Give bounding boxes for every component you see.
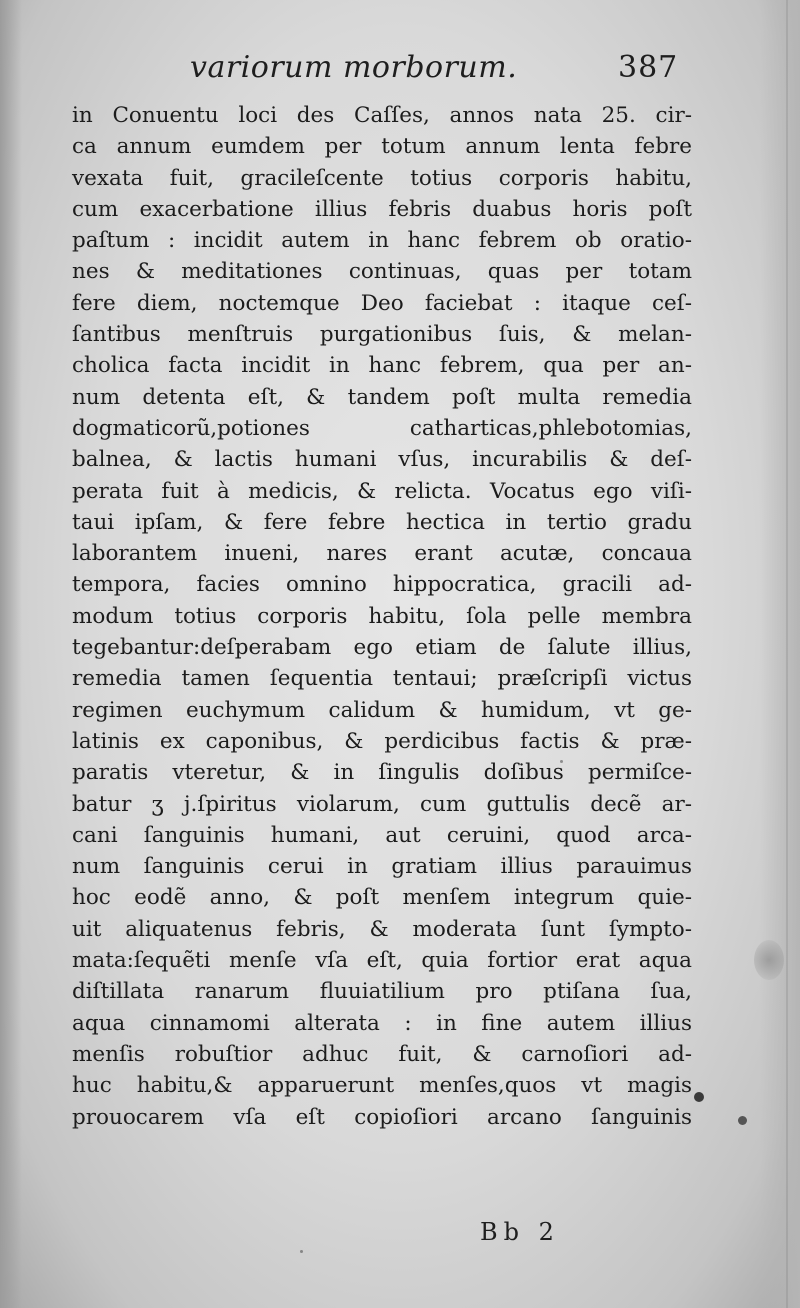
text-line: num ſanguinis cerui in gratiam illius parauimus [72, 854, 692, 880]
page-shadow-left [0, 0, 22, 1308]
page-shadow-right [760, 0, 800, 1308]
text-line: mata:ſequẽti menſe vſa eſt, quia fortior erat aqua [72, 948, 692, 974]
text-line: nes & meditationes continuas, quas per totam [72, 259, 692, 285]
margin-dot [738, 1116, 747, 1125]
text-line: ſantibus menſtruis purgationibus ſuis, & melan- [72, 322, 692, 348]
text-line: in Conuentu loci des Caſſes, annos nata 25. cir- [72, 103, 692, 128]
text-line: remedia tamen ſequentia tentaui; præſcripſi victus [72, 666, 692, 692]
text-line: cum exacerbatione illius febris duabus horis poſt [72, 196, 692, 222]
text-line: balnea, & lactis humani vſus, incurabilis & deſ- [72, 447, 692, 473]
paper-stain [754, 940, 784, 980]
text-line: dogmaticorũ,potiones catharticas,phlebotomias, [72, 415, 692, 441]
page-fold-line [786, 0, 788, 1308]
text-line: huc habitu,& apparuerunt menſes,quos vt magis [72, 1073, 692, 1099]
text-line: paſtum : incidit autem in hanc febrem ob oratio- [72, 228, 692, 254]
text-line: fere diem, noctemque Deo faciebat : itaque ceſ- [72, 290, 692, 316]
text-line: menſis robuſtior adhuc fuit, & carnoſiori ad- [72, 1041, 692, 1067]
text-line: num detenta eſt, & tandem poſt multa remedia [72, 384, 692, 410]
text-line: paratis vteretur, & in ſingulis doſibus permiſce- [72, 760, 692, 786]
text-line: laborantem inueni, nares erant acutæ, concaua [72, 541, 692, 567]
text-line: taui ipſam, & fere febre hectica in tertio gradu [72, 509, 692, 535]
margin-dot [694, 1092, 704, 1102]
text-line: tempora, facies omnino hippocratica, gracili ad- [72, 572, 692, 598]
text-line: vexata fuit, gracileſcente totius corporis habitu, [72, 165, 692, 191]
text-line: hoc eodẽ anno, & poſt menſem integrum quie- [72, 885, 692, 911]
text-line: cani ſanguinis humani, aut ceruini, quod arca- [72, 822, 692, 848]
paper-speck [300, 1250, 303, 1253]
text-line: ca annum eumdem per totum annum lenta febre [72, 134, 692, 160]
text-line: modum totius corporis habitu, ſola pelle membra [72, 603, 692, 629]
text-line: cholica facta incidit in hanc febrem, qua per an- [72, 353, 692, 379]
text-line: uit aliquatenus febris, & moderata ſunt ſympto- [72, 916, 692, 942]
text-line: aqua cinnamomi alterata : in fine autem illius [72, 1010, 692, 1036]
text-line: latinis ex caponibus, & perdicibus factis & præ- [72, 728, 692, 754]
signature-mark: Bb 2 [480, 1218, 560, 1246]
text-line: regimen euchymum calidum & humidum, vt ge- [72, 697, 692, 723]
text-line: perata fuit à medicis, & relicta. Vocatus ego viſi- [72, 478, 692, 504]
running-title: variorum morborum. [190, 50, 518, 85]
text-line: diſtillata ranarum fluuiatilium pro ptiſana ſua, [72, 979, 692, 1005]
text-line: tegebantur:deſperabam ego etiam de ſalute illius, [72, 635, 692, 661]
text-line: batur ʒ j.ſpiritus violarum, cum guttulis decẽ ar- [72, 791, 692, 817]
page-number: 387 [618, 50, 679, 85]
text-line: prouocarem vſa eſt copioſiori arcano ſanguinis [72, 1104, 692, 1130]
body-text [72, 100, 692, 1133]
